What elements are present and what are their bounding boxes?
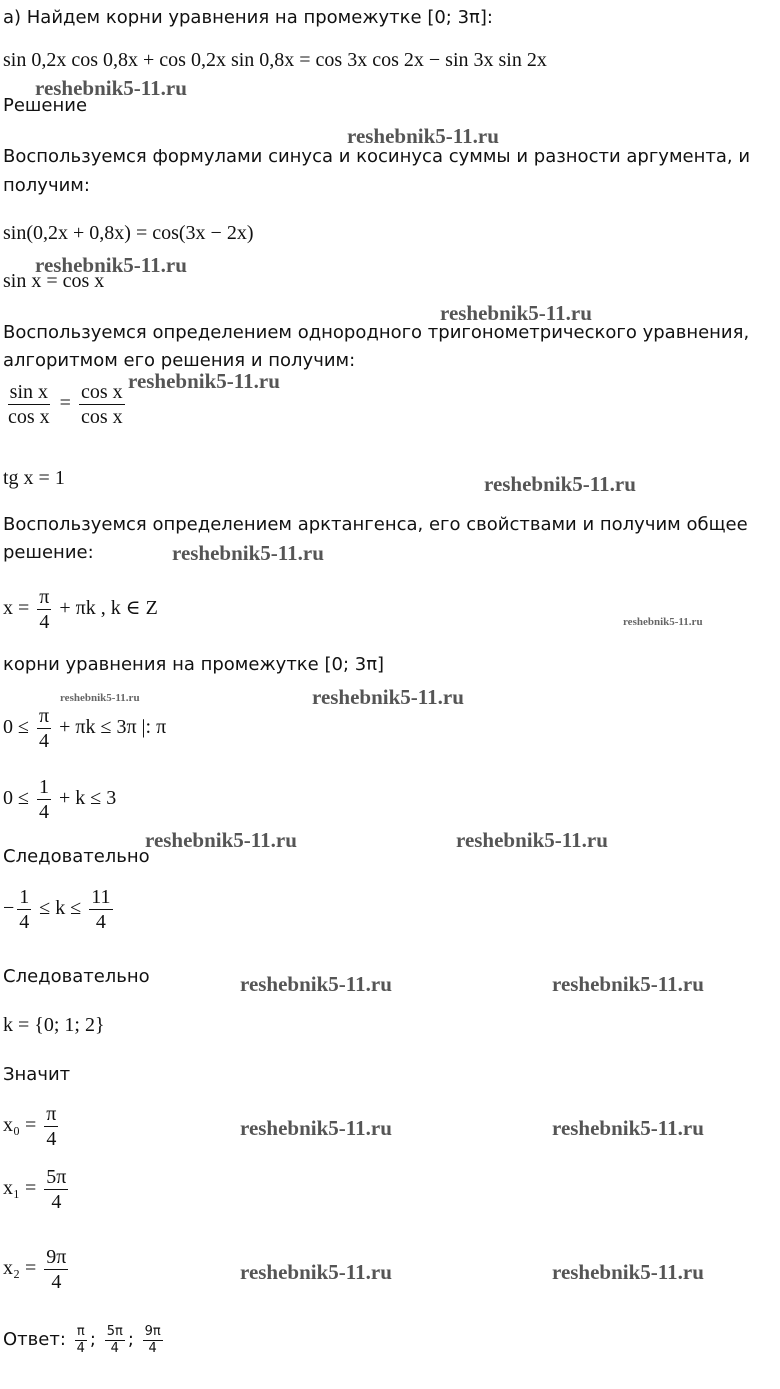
middle: ≤ k ≤ [39,897,82,920]
general-solution [3,585,158,634]
numerator: 9π [144,1323,161,1339]
inequality [3,704,166,753]
step-equation: tg x = 1 [3,467,65,489]
separator: ; [89,1329,96,1350]
watermark: reshebnik5-11.ru [484,472,636,496]
numerator: 5π [46,1166,67,1188]
numerator: π [76,1323,85,1339]
hence-label: Значит [3,1064,71,1085]
watermark: reshebnik5-11.ru [145,828,297,852]
step-equation: sin(0,2x + 0,8x) = cos(3x − 2x) [3,222,254,244]
rest: + πk ≤ 3π |: π [59,716,167,739]
lhs: x = [3,597,30,620]
watermark: reshebnik5-11.ru [312,685,464,709]
task-title: а) Найдем корни уравнения на промежутке [0; 3π]: [3,7,493,28]
numerator: cos x [80,381,123,403]
lhs: x₁ = [3,1177,37,1200]
equals: = [59,392,71,415]
watermark: reshebnik5-11.ru [456,828,608,852]
denominator: 4 [38,801,49,823]
lhs: x₀ = [3,1114,37,1137]
text-line: получим: [3,175,90,196]
denominator: cos x [80,406,123,428]
denominator: 4 [51,1271,62,1293]
numerator: 1 [38,776,49,798]
denominator: cos x [8,406,50,428]
fraction [44,1102,58,1151]
text-line: решение: [3,542,94,563]
rest: + πk , k ∈ Z [59,597,158,620]
watermark: reshebnik5-11.ru [623,616,703,628]
text-line: корни уравнения на промежутке [0; 3π] [3,654,385,675]
numerator: 9π [46,1246,67,1268]
watermark: reshebnik5-11.ru [35,253,187,277]
numerator: 11 [91,886,111,908]
rest: + k ≤ 3 [58,787,117,810]
answer [3,1322,166,1358]
denominator: 4 [148,1340,157,1356]
fraction [89,885,112,934]
solution-label: Решение [3,95,88,116]
root-x2 [3,1245,71,1294]
equation: sin 0,2x cos 0,8x + cos 0,2x sin 0,8x = cos 3x cos 2x − sin 3x sin 2x [3,49,547,71]
numerator: 1 [19,886,30,908]
watermark: reshebnik5-11.ru [240,972,392,996]
watermark: reshebnik5-11.ru [552,972,704,996]
text-line: алгоритмом его решения и получим: [3,350,356,371]
watermark: reshebnik5-11.ru [347,124,499,148]
minus: − [3,897,15,920]
denominator: 4 [95,911,106,933]
lhs: 0 ≤ [3,716,29,739]
fraction [79,380,125,429]
fraction-equation [3,380,128,429]
watermark: reshebnik5-11.ru [240,1260,392,1284]
text-line: Воспользуемся определением однородного тригонометрического уравнения, [3,322,750,343]
answer-label: Ответ: [3,1329,66,1350]
denominator: 4 [51,1191,62,1213]
fraction [17,885,31,934]
fraction [75,1324,87,1357]
watermark: reshebnik5-11.ru [172,541,324,565]
root-x0 [3,1102,61,1151]
lhs: 0 ≤ [3,787,29,810]
therefore-label: Следовательно [3,846,150,867]
fraction [37,704,51,753]
numerator: π [39,586,50,608]
inequality [3,775,116,824]
denominator: 4 [39,730,50,752]
watermark: reshebnik5-11.ru [35,76,187,100]
numerator: sin x [9,381,48,403]
lhs: x₂ = [3,1257,37,1280]
denominator: 4 [39,611,50,633]
fraction [6,380,52,429]
fraction [37,775,51,824]
watermark: reshebnik5-11.ru [552,1260,704,1284]
inequality [3,885,116,934]
k-set: k = {0; 1; 2} [3,1014,105,1036]
numerator: π [46,1103,57,1125]
separator: ; [127,1329,134,1350]
denominator: 4 [46,1128,57,1150]
denominator: 4 [19,911,30,933]
fraction [37,585,51,634]
numerator: π [38,705,50,727]
watermark: reshebnik5-11.ru [240,1116,392,1140]
fraction [105,1324,125,1357]
watermark: reshebnik5-11.ru [60,692,140,704]
watermark: reshebnik5-11.ru [128,369,280,393]
text-line: Воспользуемся формулами синуса и косинуса суммы и разности аргумента, и [3,146,751,167]
watermark: reshebnik5-11.ru [440,301,592,325]
step-equation: sin x = cos x [3,270,105,292]
denominator: 4 [110,1340,119,1356]
fraction [143,1324,163,1357]
watermark: reshebnik5-11.ru [552,1116,704,1140]
therefore-label: Следовательно [3,966,150,987]
root-x1 [3,1165,71,1214]
fraction [44,1245,68,1294]
fraction [44,1165,68,1214]
text-line: Воспользуемся определением арктангенса, его свойствами и получим общее [3,514,748,535]
denominator: 4 [76,1340,85,1356]
numerator: 5π [106,1323,123,1339]
